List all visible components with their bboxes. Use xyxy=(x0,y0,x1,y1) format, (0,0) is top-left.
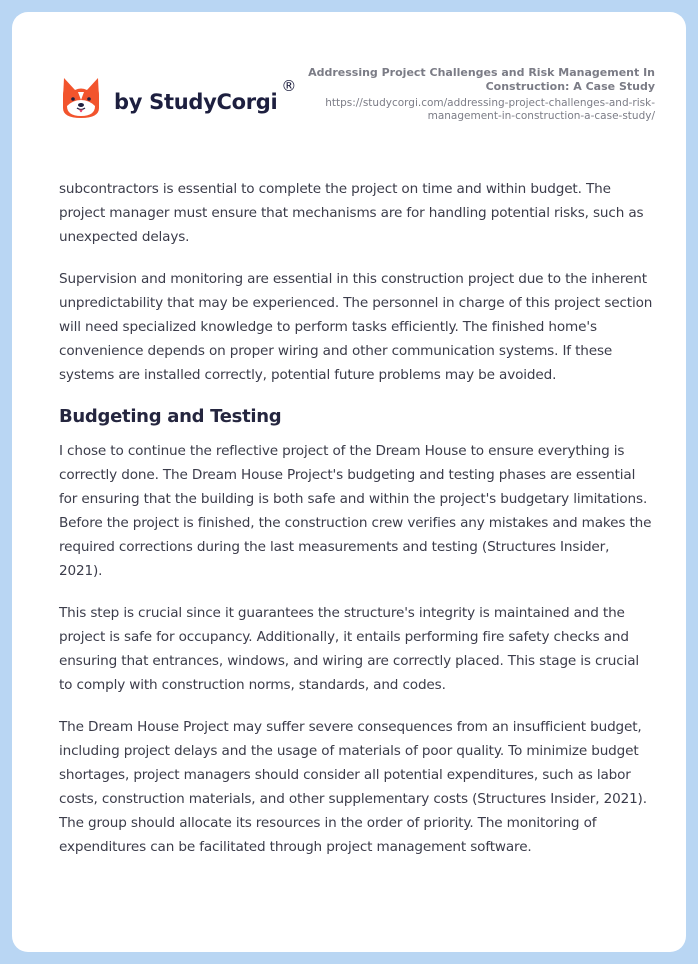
corgi-icon xyxy=(61,76,101,120)
paragraph: I chose to continue the reflective project of the Dream House to ensure everything is correctly done. The Dream House Project's budgeting and testing phases are essential for ensuring that the building is both safe and within the project's budgetary limitations. Before the project is finished, the construction crew verifies any mistakes and makes the required corrections during the last measurements and testing (Structures Insider, 2021). xyxy=(59,443,652,579)
document-title: Addressing Project Challenges and Risk Management In Construction: A Case Study xyxy=(308,66,655,93)
studycorgi-logo[interactable] xyxy=(61,76,297,120)
document-url[interactable]: https://studycorgi.com/addressing-project-challenges-and-risk-management-in-construction-a-case-study/ xyxy=(325,97,655,122)
paragraph: subcontractors is essential to complete the project on time and within budget. The project manager must ensure that mechanisms are for handling potential risks, such as unexpected delays. xyxy=(59,181,644,245)
logo-text: by StudyCorgi xyxy=(114,90,278,114)
paragraph: Supervision and monitoring are essential in this construction project due to the inherent unpredictability that may be experienced. The personnel in charge of this project section will need specialized knowledge to perform tasks efficiently. The finished home's convenience depends on proper wiring and other communication systems. If these systems are installed correctly, potential future problems may be avoided. xyxy=(59,271,653,383)
section-heading: Budgeting and Testing xyxy=(59,406,282,427)
document-page xyxy=(12,12,686,952)
registered-mark: ® xyxy=(281,77,297,95)
document-body xyxy=(59,177,653,877)
page-header xyxy=(12,12,686,152)
paragraph: The Dream House Project may suffer severe consequences from an insufficient budget, including project delays and the usage of materials of poor quality. To minimize budget shortages, project managers should consider all potential expenditures, such as labor costs, construction materials, and other supplementary costs (Structures Insider, 2021). The group should allocate its resources in the order of priority. The monitoring of expenditures can be facilitated through project management software. xyxy=(59,719,647,855)
document-meta xyxy=(295,66,655,123)
paragraph: This step is crucial since it guarantees the structure's integrity is maintained and the project is safe for occupancy. Additionally, it entails performing fire safety checks and ensuring that entrances, windows, and wiring are correctly placed. This stage is crucial to comply with construction norms, standards, and codes. xyxy=(59,605,640,693)
